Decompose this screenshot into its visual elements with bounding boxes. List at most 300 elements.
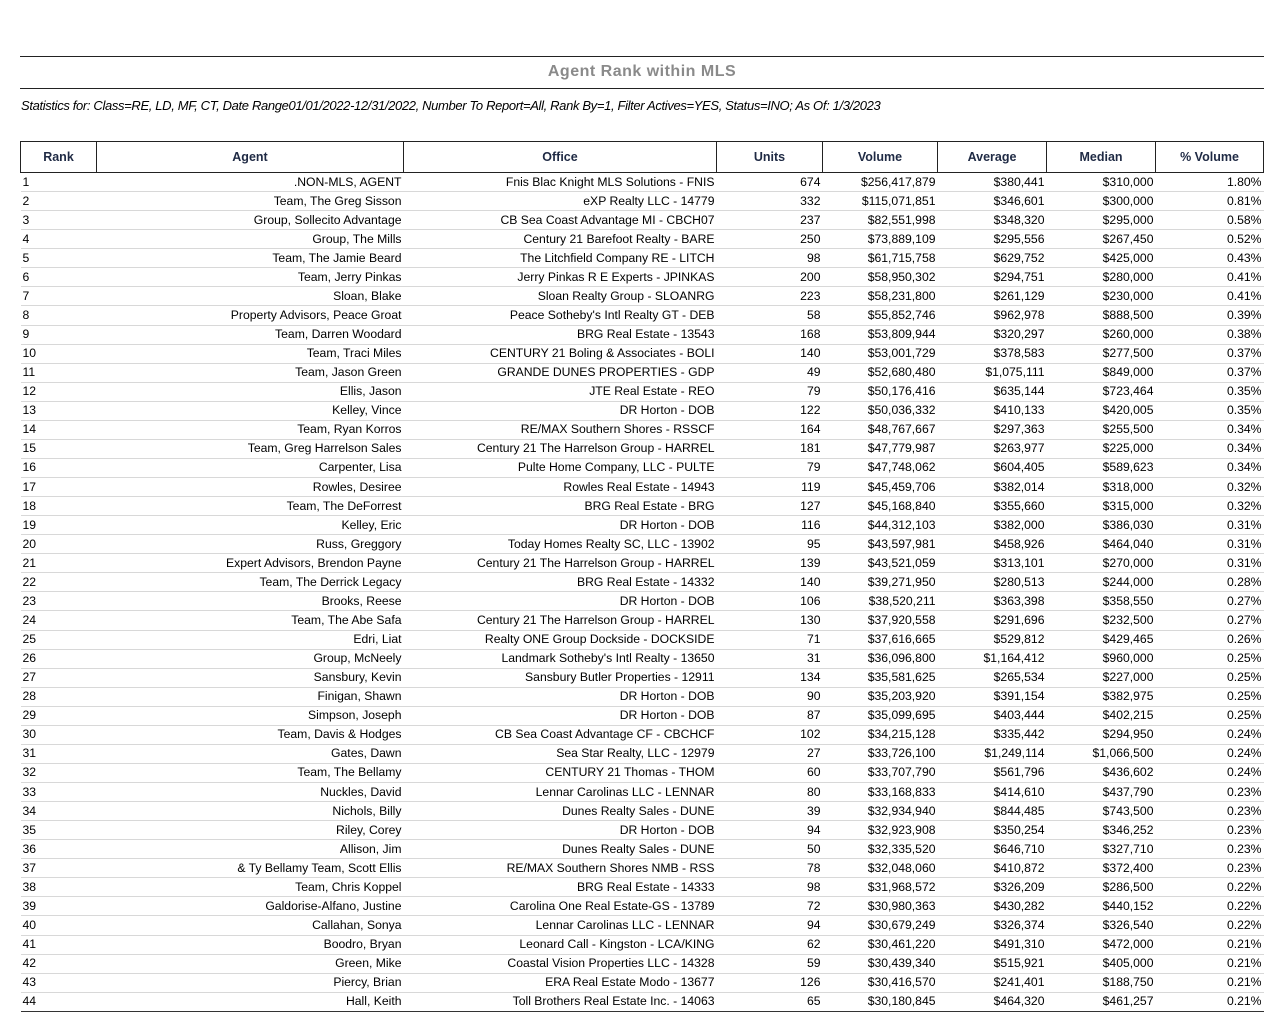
agent-cell: Russ, Greggory [97,535,404,554]
average-cell: $291,696 [938,611,1047,630]
units-cell: 71 [717,630,823,649]
agent-cell: Kelley, Eric [97,516,404,535]
median-cell: $437,790 [1047,783,1156,802]
volume-cell: $33,168,833 [823,783,938,802]
volume-cell: $37,920,558 [823,611,938,630]
office-cell: RE/MAX Southern Shores - RSSCF [404,420,717,439]
units-cell: 94 [717,916,823,935]
agent-cell: Team, Greg Harrelson Sales [97,439,404,458]
office-cell: Toll Brothers Real Estate Inc. - 14063 [404,992,717,1011]
agent-cell: Riley, Corey [97,821,404,840]
median-cell: $280,000 [1047,268,1156,287]
office-cell: DR Horton - DOB [404,687,717,706]
table-row [21,420,1264,439]
rank-cell: 4 [21,230,97,249]
table-row [21,878,1264,897]
median-cell: $429,465 [1047,630,1156,649]
office-cell: Lennar Carolinas LLC - LENNAR [404,783,717,802]
units-cell: 50 [717,840,823,859]
office-cell: Coastal Vision Properties LLC - 14328 [404,954,717,973]
office-cell: Peace Sotheby's Intl Realty GT - DEB [404,306,717,325]
office-cell: CB Sea Coast Advantage CF - CBCHCF [404,725,717,744]
units-cell: 58 [717,306,823,325]
table-row [21,706,1264,725]
average-cell: $350,254 [938,821,1047,840]
table-row [21,554,1264,573]
volume-cell: $45,459,706 [823,478,938,497]
pct-volume-cell: 0.35% [1156,382,1264,401]
pct-volume-cell: 0.23% [1156,840,1264,859]
agent-cell: Hall, Keith [97,992,404,1011]
pct-volume-cell: 0.58% [1156,211,1264,230]
units-cell: 65 [717,992,823,1011]
volume-cell: $35,203,920 [823,687,938,706]
rank-cell: 41 [21,935,97,954]
pct-volume-cell: 0.34% [1156,458,1264,477]
office-cell: DR Horton - DOB [404,401,717,420]
rank-cell: 40 [21,916,97,935]
table-row [21,401,1264,420]
volume-cell: $53,001,729 [823,344,938,363]
median-cell: $286,500 [1047,878,1156,897]
table-row [21,592,1264,611]
average-cell: $1,075,111 [938,363,1047,382]
rank-cell: 31 [21,744,97,763]
average-cell: $458,926 [938,535,1047,554]
volume-cell: $35,099,695 [823,706,938,725]
table-row [21,744,1264,763]
table-row [21,897,1264,916]
average-cell: $962,978 [938,306,1047,325]
volume-cell: $115,071,851 [823,192,938,211]
rank-cell: 29 [21,706,97,725]
office-cell: RE/MAX Southern Shores NMB - RSS [404,859,717,878]
units-cell: 116 [717,516,823,535]
units-cell: 119 [717,478,823,497]
rank-cell: 21 [21,554,97,573]
median-cell: $326,540 [1047,916,1156,935]
office-cell: DR Horton - DOB [404,706,717,725]
units-cell: 90 [717,687,823,706]
pct-volume-cell: 0.22% [1156,878,1264,897]
table-row [21,763,1264,782]
average-cell: $382,000 [938,516,1047,535]
median-cell: $849,000 [1047,363,1156,382]
average-cell: $265,534 [938,668,1047,687]
volume-cell: $31,968,572 [823,878,938,897]
volume-cell: $30,980,363 [823,897,938,916]
agent-cell: Team, Darren Woodard [97,325,404,344]
office-cell: Sloan Realty Group - SLOANRG [404,287,717,306]
average-cell: $529,812 [938,630,1047,649]
average-cell: $297,363 [938,420,1047,439]
agent-cell: Group, Sollecito Advantage [97,211,404,230]
pct-volume-cell: 0.37% [1156,363,1264,382]
median-cell: $230,000 [1047,287,1156,306]
column-header: % Volume [1156,142,1264,173]
rank-cell: 36 [21,840,97,859]
pct-volume-cell: 0.21% [1156,935,1264,954]
volume-cell: $30,439,340 [823,954,938,973]
office-cell: Landmark Sotheby's Intl Realty - 13650 [404,649,717,668]
median-cell: $327,710 [1047,840,1156,859]
units-cell: 181 [717,439,823,458]
volume-cell: $32,335,520 [823,840,938,859]
volume-cell: $256,417,879 [823,173,938,192]
average-cell: $241,401 [938,973,1047,992]
volume-cell: $32,923,908 [823,821,938,840]
office-cell: DR Horton - DOB [404,592,717,611]
average-cell: $326,374 [938,916,1047,935]
average-cell: $561,796 [938,763,1047,782]
average-cell: $491,310 [938,935,1047,954]
average-cell: $346,601 [938,192,1047,211]
units-cell: 59 [717,954,823,973]
office-cell: BRG Real Estate - 14333 [404,878,717,897]
pct-volume-cell: 0.41% [1156,268,1264,287]
office-cell: eXP Realty LLC - 14779 [404,192,717,211]
rank-cell: 44 [21,992,97,1011]
table-row [21,611,1264,630]
pct-volume-cell: 0.24% [1156,763,1264,782]
units-cell: 126 [717,973,823,992]
table-row [21,344,1264,363]
average-cell: $261,129 [938,287,1047,306]
units-cell: 98 [717,249,823,268]
volume-cell: $44,312,103 [823,516,938,535]
column-header: Rank [21,142,97,173]
average-cell: $430,282 [938,897,1047,916]
rank-cell: 15 [21,439,97,458]
median-cell: $346,252 [1047,821,1156,840]
agent-cell: Ellis, Jason [97,382,404,401]
average-cell: $629,752 [938,249,1047,268]
volume-cell: $55,852,746 [823,306,938,325]
units-cell: 674 [717,173,823,192]
office-cell: DR Horton - DOB [404,821,717,840]
table-row [21,725,1264,744]
rank-cell: 9 [21,325,97,344]
agent-cell: Team, Ryan Korros [97,420,404,439]
pct-volume-cell: 0.39% [1156,306,1264,325]
median-cell: $315,000 [1047,497,1156,516]
rank-cell: 28 [21,687,97,706]
rank-cell: 26 [21,649,97,668]
office-cell: Century 21 The Harrelson Group - HARREL [404,439,717,458]
pct-volume-cell: 0.24% [1156,725,1264,744]
pct-volume-cell: 0.27% [1156,611,1264,630]
office-cell: Dunes Realty Sales - DUNE [404,840,717,859]
office-cell: The Litchfield Company RE - LITCH [404,249,717,268]
agent-cell: Property Advisors, Peace Groat [97,306,404,325]
table-row [21,821,1264,840]
table-row [21,363,1264,382]
average-cell: $391,154 [938,687,1047,706]
table-row [21,306,1264,325]
rank-cell: 38 [21,878,97,897]
office-cell: BRG Real Estate - BRG [404,497,717,516]
rank-cell: 42 [21,954,97,973]
average-cell: $410,133 [938,401,1047,420]
pct-volume-cell: 0.43% [1156,249,1264,268]
pct-volume-cell: 0.25% [1156,687,1264,706]
agent-cell: Team, The Greg Sisson [97,192,404,211]
units-cell: 95 [717,535,823,554]
volume-cell: $33,726,100 [823,744,938,763]
median-cell: $436,602 [1047,763,1156,782]
median-cell: $1,066,500 [1047,744,1156,763]
office-cell: JTE Real Estate - REO [404,382,717,401]
median-cell: $260,000 [1047,325,1156,344]
table-row [21,535,1264,554]
pct-volume-cell: 0.34% [1156,439,1264,458]
table-row [21,630,1264,649]
average-cell: $355,660 [938,497,1047,516]
average-cell: $604,405 [938,458,1047,477]
top-rule [20,56,1264,57]
median-cell: $472,000 [1047,935,1156,954]
table-row [21,325,1264,344]
pct-volume-cell: 0.21% [1156,992,1264,1011]
volume-cell: $32,934,940 [823,802,938,821]
average-cell: $464,320 [938,992,1047,1011]
table-row [21,783,1264,802]
agent-cell: Team, The Bellamy [97,763,404,782]
table-row [21,668,1264,687]
units-cell: 237 [717,211,823,230]
agent-cell: Expert Advisors, Brendon Payne [97,554,404,573]
median-cell: $372,400 [1047,859,1156,878]
median-cell: $318,000 [1047,478,1156,497]
column-header: Office [404,142,717,173]
units-cell: 250 [717,230,823,249]
rank-cell: 17 [21,478,97,497]
median-cell: $294,950 [1047,725,1156,744]
units-cell: 87 [717,706,823,725]
median-cell: $255,500 [1047,420,1156,439]
rank-cell: 20 [21,535,97,554]
volume-cell: $61,715,758 [823,249,938,268]
volume-cell: $32,048,060 [823,859,938,878]
volume-cell: $52,680,480 [823,363,938,382]
table-row [21,973,1264,992]
agent-cell: Simpson, Joseph [97,706,404,725]
pct-volume-cell: 0.21% [1156,954,1264,973]
units-cell: 80 [717,783,823,802]
column-header: Average [938,142,1047,173]
office-cell: CENTURY 21 Boling & Associates - BOLI [404,344,717,363]
table-row [21,935,1264,954]
median-cell: $723,464 [1047,382,1156,401]
units-cell: 106 [717,592,823,611]
volume-cell: $36,096,800 [823,649,938,668]
agent-cell: Green, Mike [97,954,404,973]
office-cell: BRG Real Estate - 14332 [404,573,717,592]
volume-cell: $34,215,128 [823,725,938,744]
pct-volume-cell: 0.31% [1156,516,1264,535]
rank-cell: 24 [21,611,97,630]
pct-volume-cell: 0.28% [1156,573,1264,592]
median-cell: $225,000 [1047,439,1156,458]
volume-cell: $50,036,332 [823,401,938,420]
office-cell: Sea Star Realty, LLC - 12979 [404,744,717,763]
office-cell: DR Horton - DOB [404,516,717,535]
median-cell: $405,000 [1047,954,1156,973]
report-title: Agent Rank within MLS [547,63,737,80]
rank-cell: 19 [21,516,97,535]
volume-cell: $30,679,249 [823,916,938,935]
median-cell: $960,000 [1047,649,1156,668]
agent-cell: Sansbury, Kevin [97,668,404,687]
average-cell: $403,444 [938,706,1047,725]
agent-cell: Callahan, Sonya [97,916,404,935]
volume-cell: $53,809,944 [823,325,938,344]
table-row [21,268,1264,287]
volume-cell: $47,779,987 [823,439,938,458]
rank-cell: 8 [21,306,97,325]
median-cell: $888,500 [1047,306,1156,325]
pct-volume-cell: 0.31% [1156,554,1264,573]
median-cell: $386,030 [1047,516,1156,535]
pct-volume-cell: 0.23% [1156,783,1264,802]
units-cell: 79 [717,382,823,401]
median-cell: $743,500 [1047,802,1156,821]
office-cell: Pulte Home Company, LLC - PULTE [404,458,717,477]
rank-cell: 27 [21,668,97,687]
pct-volume-cell: 0.25% [1156,649,1264,668]
pct-volume-cell: 0.32% [1156,478,1264,497]
units-cell: 140 [717,344,823,363]
office-cell: Realty ONE Group Dockside - DOCKSIDE [404,630,717,649]
table-row [21,916,1264,935]
volume-cell: $50,176,416 [823,382,938,401]
units-cell: 223 [717,287,823,306]
units-cell: 72 [717,897,823,916]
table-row [21,439,1264,458]
rank-cell: 16 [21,458,97,477]
average-cell: $844,485 [938,802,1047,821]
rank-cell: 25 [21,630,97,649]
median-cell: $232,500 [1047,611,1156,630]
office-cell: CB Sea Coast Advantage MI - CBCH07 [404,211,717,230]
rank-cell: 37 [21,859,97,878]
median-cell: $461,257 [1047,992,1156,1011]
office-cell: Rowles Real Estate - 14943 [404,478,717,497]
pct-volume-cell: 1.80% [1156,173,1264,192]
average-cell: $326,209 [938,878,1047,897]
average-cell: $348,320 [938,211,1047,230]
volume-cell: $43,521,059 [823,554,938,573]
average-cell: $320,297 [938,325,1047,344]
pct-volume-cell: 0.41% [1156,287,1264,306]
average-cell: $382,014 [938,478,1047,497]
agent-cell: Rowles, Desiree [97,478,404,497]
table-row [21,230,1264,249]
volume-cell: $45,168,840 [823,497,938,516]
agent-cell: Team, Chris Koppel [97,878,404,897]
agent-cell: Boodro, Bryan [97,935,404,954]
pct-volume-cell: 0.31% [1156,535,1264,554]
office-cell: Carolina One Real Estate-GS - 13789 [404,897,717,916]
office-cell: Sansbury Butler Properties - 12911 [404,668,717,687]
office-cell: CENTURY 21 Thomas - THOM [404,763,717,782]
average-cell: $1,164,412 [938,649,1047,668]
agent-cell: Edri, Liat [97,630,404,649]
pct-volume-cell: 0.34% [1156,420,1264,439]
office-cell: Fnis Blac Knight MLS Solutions - FNIS [404,173,717,192]
units-cell: 200 [717,268,823,287]
agent-cell: Brooks, Reese [97,592,404,611]
units-cell: 139 [717,554,823,573]
pct-volume-cell: 0.35% [1156,401,1264,420]
pct-volume-cell: 0.23% [1156,821,1264,840]
median-cell: $227,000 [1047,668,1156,687]
average-cell: $363,398 [938,592,1047,611]
office-cell: Dunes Realty Sales - DUNE [404,802,717,821]
volume-cell: $43,597,981 [823,535,938,554]
pct-volume-cell: 0.32% [1156,497,1264,516]
header-row [21,142,1264,173]
pct-volume-cell: 0.25% [1156,706,1264,725]
median-cell: $464,040 [1047,535,1156,554]
rank-cell: 12 [21,382,97,401]
units-cell: 60 [717,763,823,782]
agent-cell: Galdorise-Alfano, Justine [97,897,404,916]
agent-cell: Allison, Jim [97,840,404,859]
rank-cell: 5 [21,249,97,268]
rank-cell: 14 [21,420,97,439]
office-cell: GRANDE DUNES PROPERTIES - GDP [404,363,717,382]
volume-cell: $58,950,302 [823,268,938,287]
average-cell: $635,144 [938,382,1047,401]
volume-cell: $39,271,950 [823,573,938,592]
table-row [21,516,1264,535]
pct-volume-cell: 0.25% [1156,668,1264,687]
agent-cell: Group, McNeely [97,649,404,668]
column-header: Agent [97,142,404,173]
table-row [21,249,1264,268]
agent-cell: Team, The DeForrest [97,497,404,516]
pct-volume-cell: 0.27% [1156,592,1264,611]
pct-volume-cell: 0.81% [1156,192,1264,211]
table-row [21,478,1264,497]
rank-cell: 32 [21,763,97,782]
rank-cell: 13 [21,401,97,420]
average-cell: $263,977 [938,439,1047,458]
pct-volume-cell: 0.26% [1156,630,1264,649]
agent-cell: Gates, Dawn [97,744,404,763]
office-cell: Today Homes Realty SC, LLC - 13902 [404,535,717,554]
median-cell: $188,750 [1047,973,1156,992]
units-cell: 168 [717,325,823,344]
pct-volume-cell: 0.21% [1156,973,1264,992]
volume-cell: $58,231,800 [823,287,938,306]
units-cell: 78 [717,859,823,878]
rank-cell: 34 [21,802,97,821]
rank-cell: 18 [21,497,97,516]
median-cell: $310,000 [1047,173,1156,192]
units-cell: 102 [717,725,823,744]
pct-volume-cell: 0.22% [1156,897,1264,916]
volume-cell: $47,748,062 [823,458,938,477]
median-cell: $277,500 [1047,344,1156,363]
median-cell: $300,000 [1047,192,1156,211]
agent-cell: Nichols, Billy [97,802,404,821]
rank-cell: 2 [21,192,97,211]
median-cell: $382,975 [1047,687,1156,706]
agent-cell: Carpenter, Lisa [97,458,404,477]
office-cell: BRG Real Estate - 13543 [404,325,717,344]
